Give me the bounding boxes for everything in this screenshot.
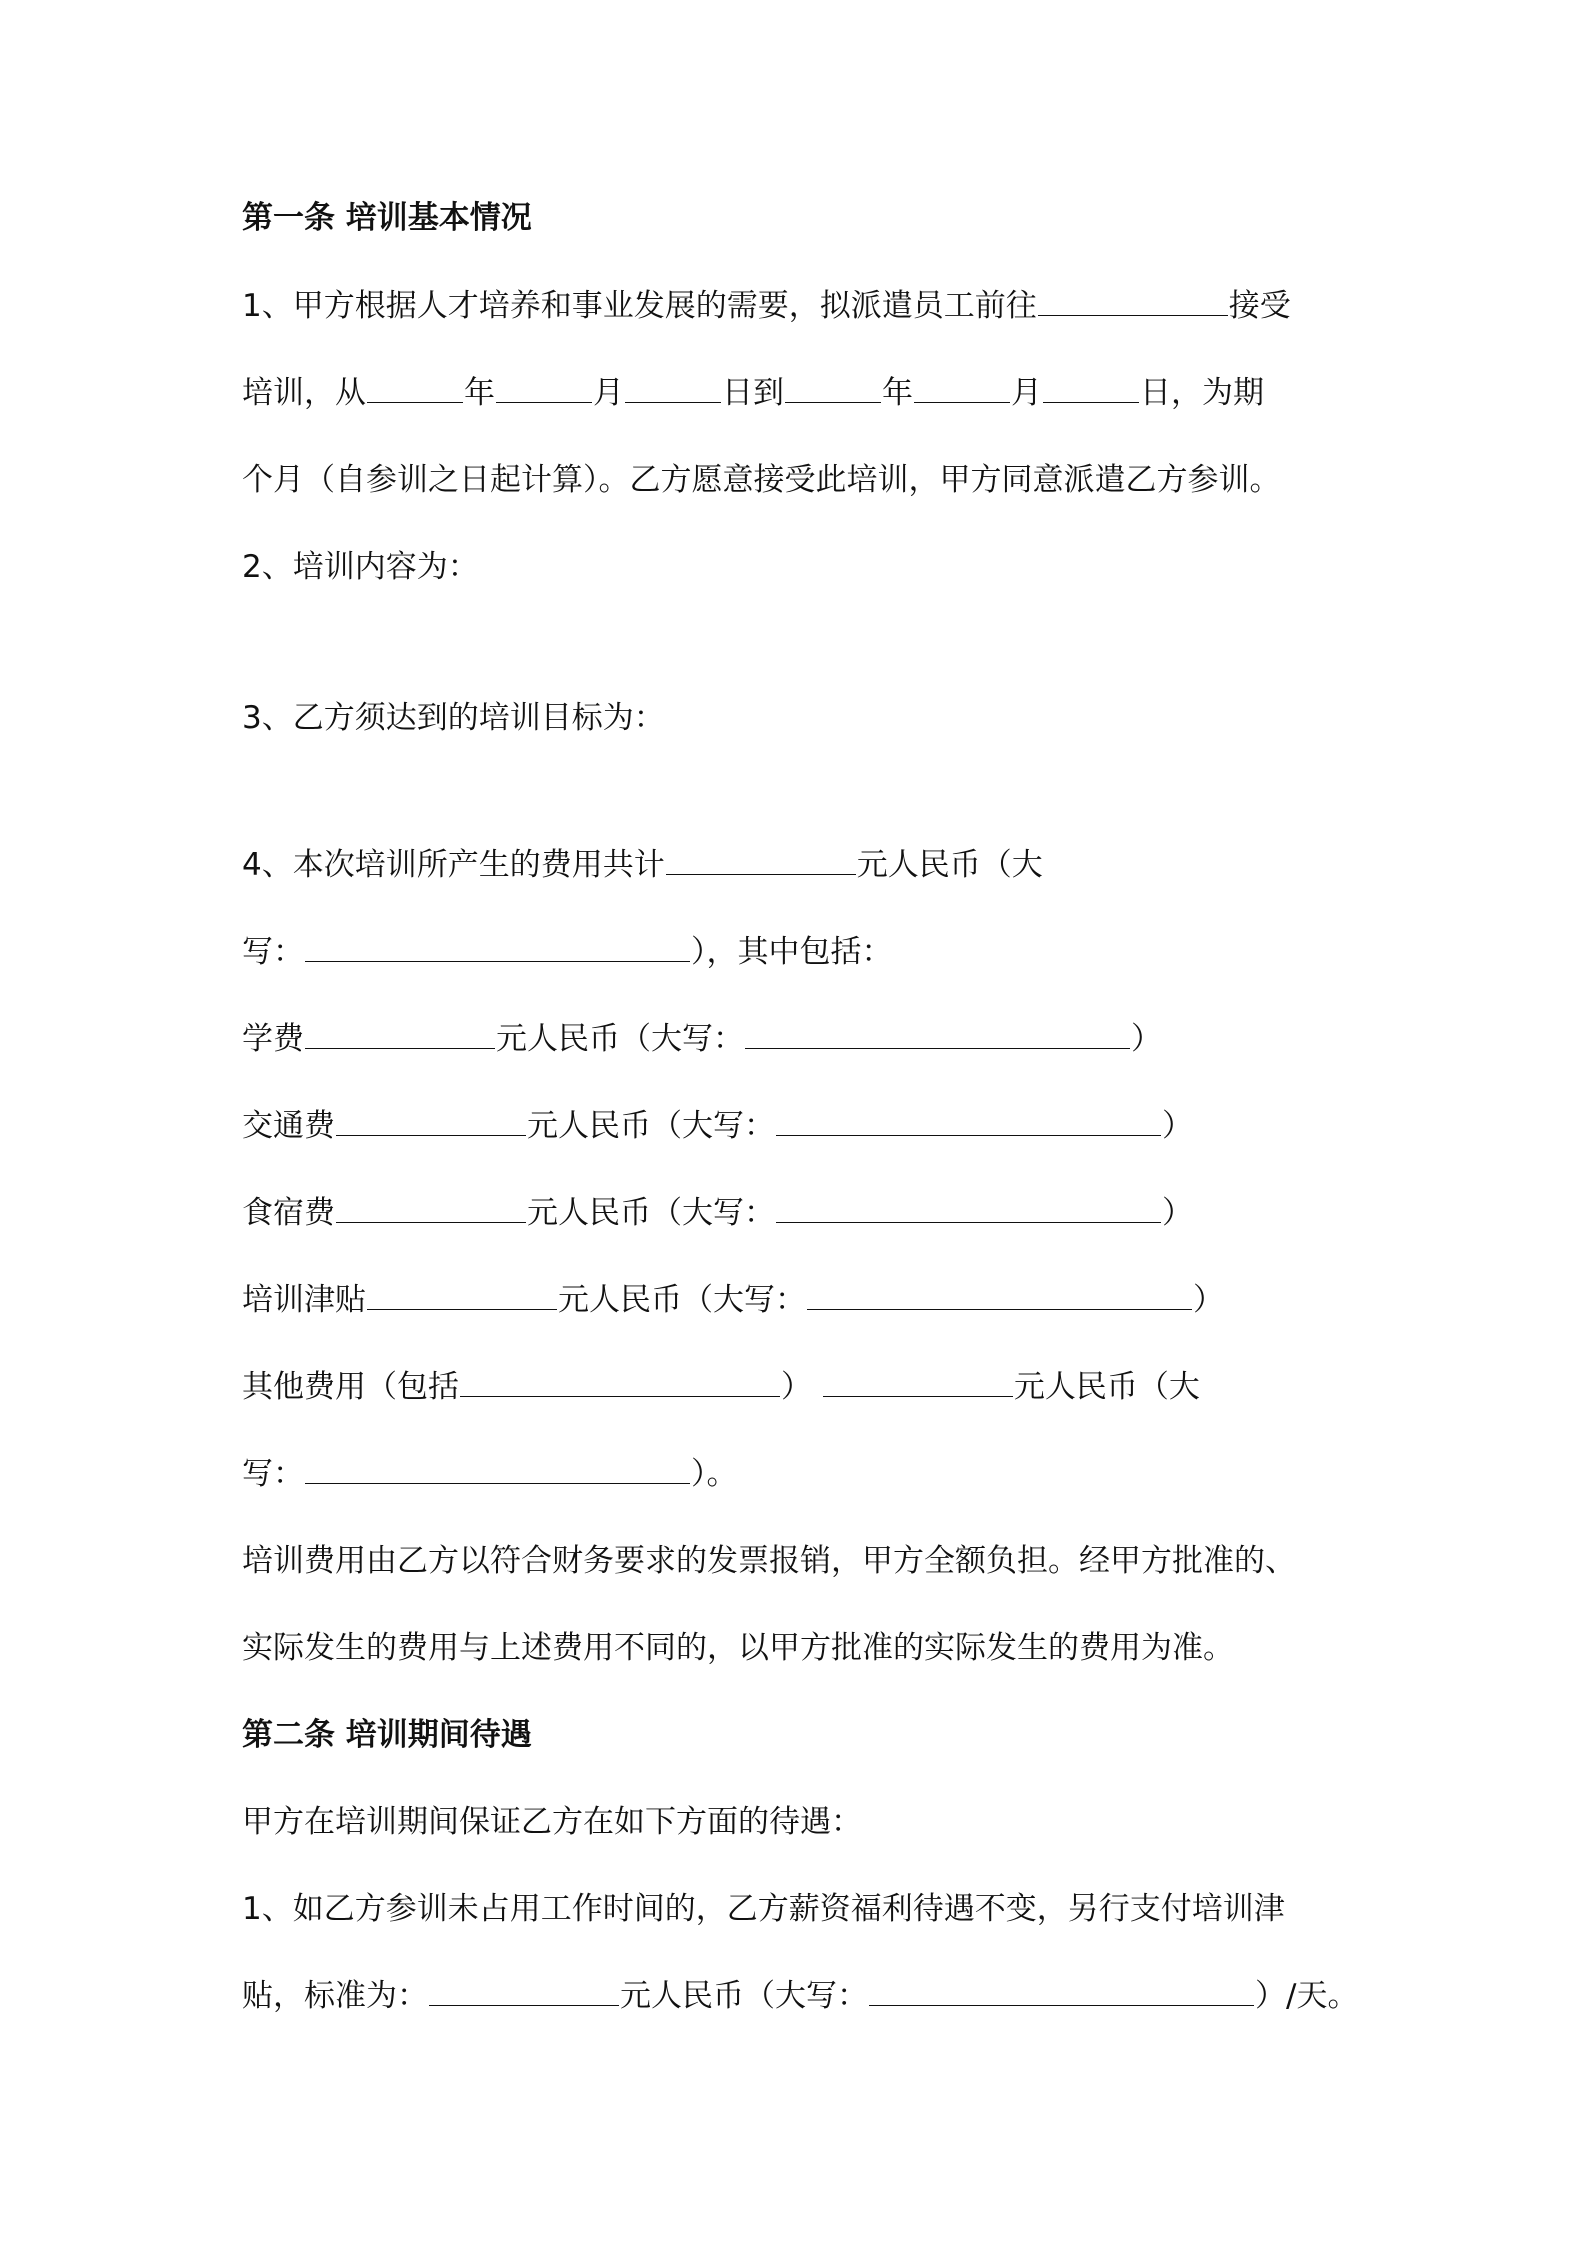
article1-item3: 3、乙方须达到的培训目标为： [242,700,665,736]
allowance-line: 培训津贴 元人民币（大写： ） [242,1278,1224,1322]
start-year-blank[interactable] [367,372,463,403]
end-day-blank[interactable] [1043,372,1139,403]
article1-item1-line1: 1、甲方根据人才培养和事业发展的需要，拟派遣员工前往 接受 [242,284,1291,328]
transport-line: 交通费 元人民币（大写： ） [242,1104,1193,1148]
lodging-amount-blank[interactable] [336,1192,526,1223]
transport-words-blank[interactable] [776,1105,1161,1136]
article2-item1-line1: 1、如乙方参训未占用工作时间的，乙方薪资福利待遇不变，另行支付培训津 [242,1891,1285,1927]
start-month-blank[interactable] [496,372,592,403]
article1-item4-line1: 4、本次培训所产生的费用共计 元人民币（大 [242,843,1043,887]
allowance-amount-blank[interactable] [367,1279,557,1310]
end-year-blank[interactable] [785,372,881,403]
allowance-words-blank[interactable] [807,1279,1192,1310]
article1-item1-line2: 培训，从 年 月 日到 年 月 日，为期 [242,371,1264,415]
end-month-blank[interactable] [914,372,1010,403]
article1-item2: 2、培训内容为： [242,549,479,585]
article2-heading: 第二条 培训期间待遇 [242,1717,532,1753]
other-fees-words-blank[interactable] [305,1453,690,1484]
other-fees-line1: 其他费用（包括 ） 元人民币（大 [242,1365,1200,1409]
tuition-line: 学费 元人民币（大写： ） [242,1017,1162,1061]
lodging-line: 食宿费 元人民币（大写： ） [242,1191,1193,1235]
article1-item4-line2: 写： ），其中包括： [242,930,893,974]
reimburse-line1: 培训费用由乙方以符合财务要求的发票报销，甲方全额负担。经甲方批准的、 [242,1543,1296,1579]
total-fee-blank[interactable] [666,844,856,875]
article1-heading: 第一条 培训基本情况 [242,200,532,236]
article2-item1-line2: 贴，标准为： 元人民币（大写： ）/天。 [242,1974,1358,2018]
daily-allowance-words-blank[interactable] [869,1975,1254,2006]
other-fees-amount-blank[interactable] [823,1366,1013,1397]
start-day-blank[interactable] [625,372,721,403]
article2-intro: 甲方在培训期间保证乙方在如下方面的待遇： [242,1804,862,1840]
total-fee-words-blank[interactable] [305,931,690,962]
destination-blank[interactable] [1038,285,1228,316]
other-fees-line2: 写： ）。 [242,1452,738,1496]
daily-allowance-amount-blank[interactable] [429,1975,619,2006]
tuition-words-blank[interactable] [745,1018,1130,1049]
lodging-words-blank[interactable] [776,1192,1161,1223]
article1-item1-line3: 个月（自参训之日起计算）。乙方愿意接受此培训，甲方同意派遣乙方参训。 [242,462,1281,498]
other-fees-items-blank[interactable] [460,1366,780,1397]
tuition-amount-blank[interactable] [305,1018,495,1049]
transport-amount-blank[interactable] [336,1105,526,1136]
reimburse-line2: 实际发生的费用与上述费用不同的，以甲方批准的实际发生的费用为准。 [242,1630,1234,1666]
